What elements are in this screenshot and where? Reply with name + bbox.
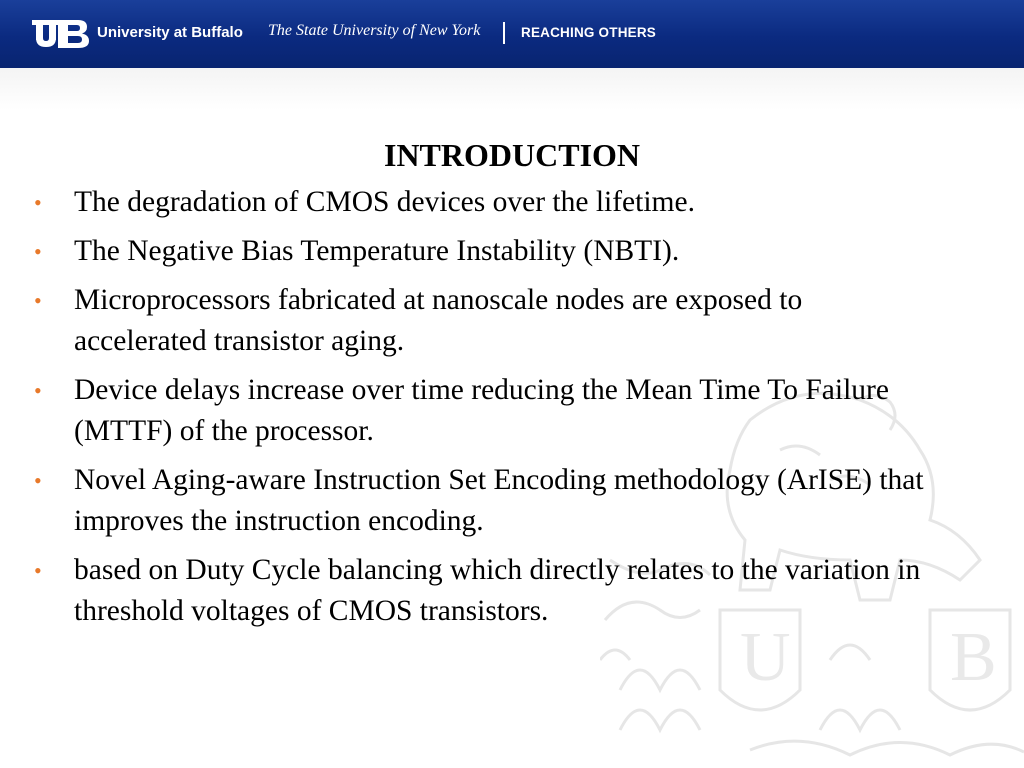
bullet-item — [0, 182, 940, 223]
bullet-dot-icon: • — [34, 558, 42, 583]
bullet-list — [0, 182, 940, 640]
svg-text:U: U — [740, 619, 791, 696]
ub-logo-icon — [32, 18, 92, 50]
svg-text:B: B — [950, 619, 997, 696]
bullet-dot-icon: • — [34, 239, 42, 264]
bullet-item — [0, 370, 940, 452]
bullet-text: Novel Aging-aware Instruction Set Encoding methodology (ArISE) that improves the instruction encoding. — [74, 464, 924, 537]
bullet-item — [0, 550, 940, 632]
bullet-item — [0, 231, 940, 272]
university-name: University at Buffalo — [97, 24, 243, 41]
tagline: REACHING OTHERS — [521, 25, 657, 40]
header-bar — [0, 0, 1024, 68]
bullet-dot-icon: • — [34, 378, 42, 403]
system-name: The State University of New York — [268, 22, 481, 39]
bullet-dot-icon: • — [34, 190, 42, 215]
bullet-item — [0, 280, 940, 362]
bullet-text: based on Duty Cycle balancing which directly relates to the variation in threshold voltages of CMOS transistors. — [74, 554, 921, 627]
header-divider — [503, 22, 505, 44]
bullet-text: Microprocessors fabricated at nanoscale nodes are exposed to accelerated transistor aging. — [74, 284, 803, 357]
bullet-text: Device delays increase over time reducing the Mean Time To Failure (MTTF) of the processor. — [74, 374, 889, 447]
slide-title: INTRODUCTION — [383, 137, 641, 173]
bullet-text: The Negative Bias Temperature Instability (NBTI). — [74, 235, 680, 267]
bullet-dot-icon: • — [34, 288, 42, 313]
bullet-dot-icon: • — [34, 468, 42, 493]
bullet-item — [0, 460, 940, 542]
bullet-text: The degradation of CMOS devices over the lifetime. — [74, 186, 695, 218]
